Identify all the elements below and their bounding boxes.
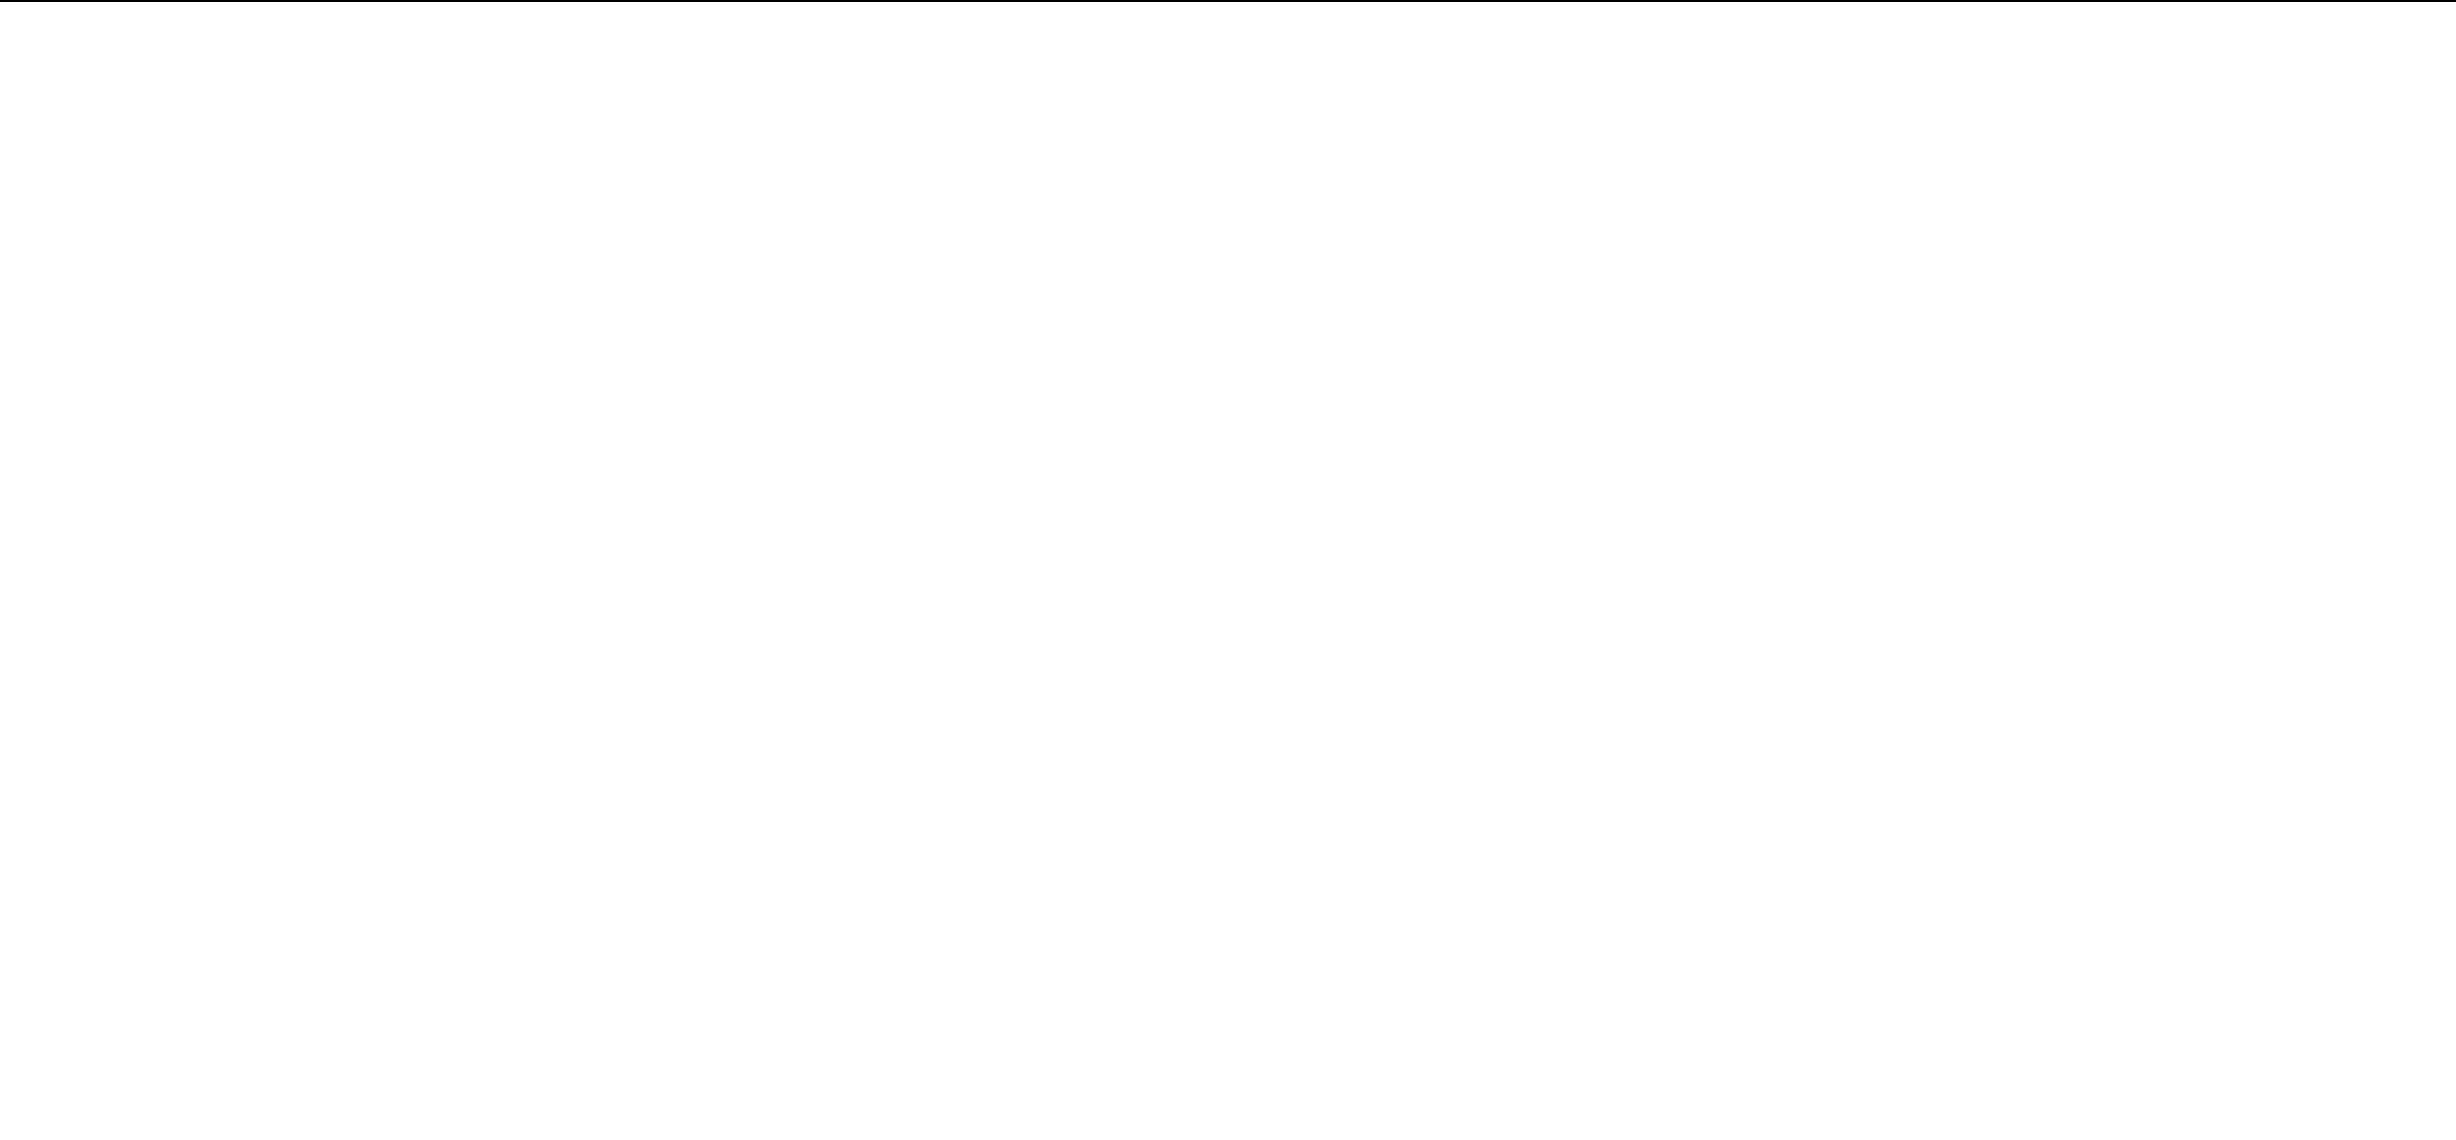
grid-top-border [0,0,2456,2]
